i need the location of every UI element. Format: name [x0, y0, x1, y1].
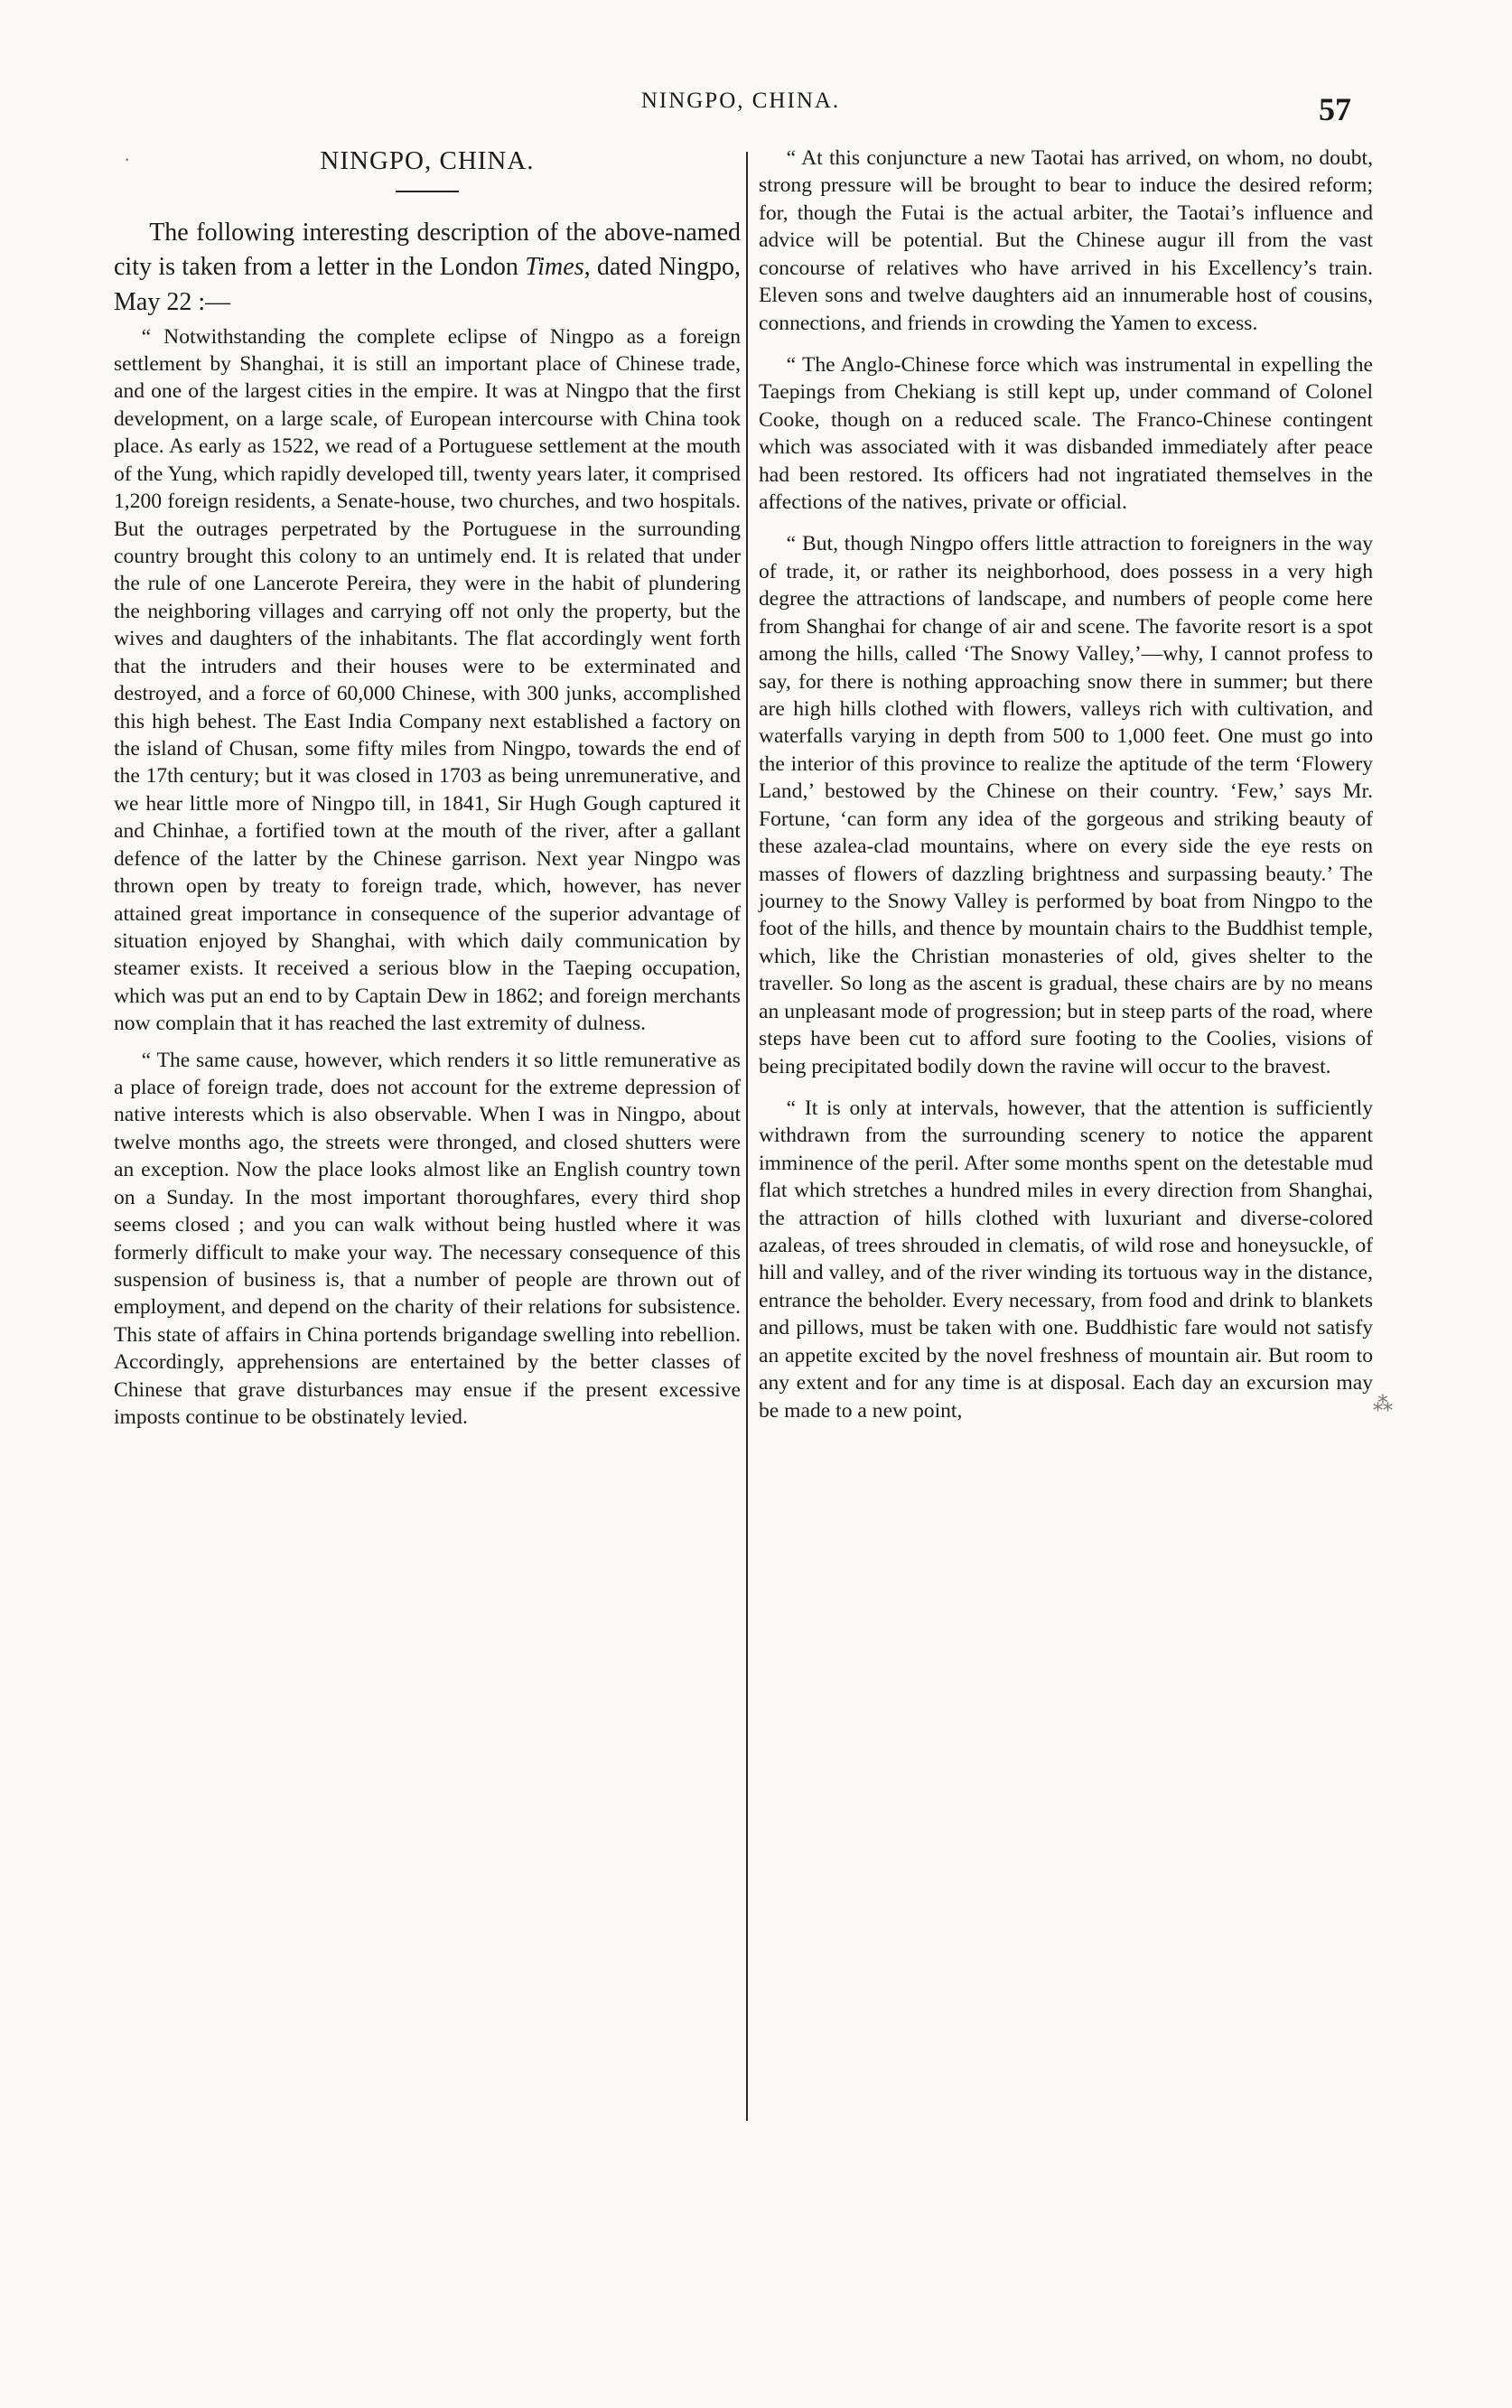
- margin-speck: ·: [124, 148, 131, 171]
- intro-italic-source: Times: [525, 253, 584, 282]
- paragraph: “ Notwithstanding the complete eclipse of Ningpo as a foreign settlement by Shanghai, it is still an important place of Chinese trade, and one of the largest cities in the empire. It was at Ningpo that the first development, on a large scale, of European intercourse with China took place. As early as 1522, we read of a Portuguese settlement at the mouth of the Yung, which rapidly developed till, twenty years later, it comprised 1,200 foreign residents, a Senate-house, two churches, and two hospitals. But the outrages perpetrated by the Portuguese in the surrounding country brought this colony to an untimely end. It is related that under the rule of one Lancerote Pereira, they were in the habit of plundering the neighboring villages and carrying off not only the property, but the wives and daughters of the inhabitants. The flat accordingly went forth that the intruders and their houses were to be exterminated and destroyed, and a force of 60,000 Chinese, with 300 junks, accomplished this high behest. The East India Company next established a factory on the island of Chusan, some fifty miles from Ningpo, towards the end of the 17th century; but it was closed in 1703 as being unremunerative, and we hear little more of Ningpo till, in 1841, Sir Hugh Gough captured it and Chinhae, a fortified town at the mouth of the river, after a gallant defence of the latter by the Chinese garrison. Next year Ningpo was thrown open by treaty to foreign trade, which, however, has never attained great importance in consequence of the superior advantage of situation enjoyed by Shanghai, with which daily communication by steamer exists. It received a serious blow in the Taeping occupation, which was put an end to by Captain Dew in 1862; and foreign merchants now complain that it has reached the last extremity of dulness.: [114, 324, 742, 1036]
- paragraph: “ But, though Ningpo offers little attraction to foreigners in the way of trade, it, or rather its neighborhood, does possess in a very high degree the attractions of landscape, and numbers of people come here from Shanghai for change of air and scene. The favorite resort is a spot among the hills, called ‘The Snowy Valley,’—why, I cannot profess to say, for there is nothing approaching snow there in summer; but there are high hills clothed with flowers, valleys rich with cultivation, and waterfalls varying in depth from 500 to 1,000 feet. One must go into the interior of this province to realize the aptitude of the term ‘Flowery Land,’ bestowed by the Chinese on their country. ‘Few,’ says Mr. Fortune, ‘can form any idea of the gorgeous and striking beauty of these azalea-clad mountains, where on every side the eye rests on masses of flowers of dazzling brightness and surpassing beauty.’ The journey to the Snowy Valley is performed by boat from Ningpo to the foot of the hills, and thence by mountain chairs to the Buddhist temple, which, like the Christian monasteries of old, gives shelter to the traveller. So long as the ascent is gradual, these chairs are by no means an unpleasant mode of progression; but in steep parts of the road, where steps have been cut to afford sure footing to the Coolies, visions of being precipitated bodily down the ravine will occur to the bravest.: [759, 532, 1373, 1078]
- running-title: NINGPO, CHINA.: [640, 89, 841, 113]
- intro-paragraph: [114, 216, 741, 319]
- paragraph: “ The same cause, however, which renders it so little remunerative as a place of foreign trade, does not account for the extreme depression of native interests which is also observable. When I was in Ningpo, about twelve months ago, the streets were thronged, and closed shutters were an exception. Now the place looks almost like an English country town on a Sunday. In the most important thoroughfares, every third shop seems closed ; and you can walk without being hustled where it was formerly difficult to make your way. The necessary consequence of this suspension of business is, that a number of people are thrown out of employment, and depend on the charity of their relations for subsistence. This state of affairs in China portends brigandage swelling into rebellion. Accordingly, apprehensions are entertained by the better classes of Chinese that grave disturbances may ensue if the present excessive imposts continue to be obstinately levied.: [114, 1048, 741, 1430]
- article-title: NINGPO, CHINA.: [320, 146, 535, 175]
- paragraph: “ It is only at intervals, however, that the attention is sufficiently withdrawn from the surrounding scenery to notice the apparent imminence of the peril. After some months spent on the detestable mud flat which stretches a hundred miles in every direction from Shanghai, the attraction of hills clothed with luxuriant and diverse-colored azaleas, of trees shrouded in clematis, of wild rose and honeysuckle, of hill and valley, and of the river winding its tortuous way in the distance, entrance the beholder. Every necessary, from food and drink to blankets and pillows, must be taken with one. Buddhistic fare would not satisfy an appetite excited by the novel freshness of mountain air. But room to any extent and for any time is at disposal. Each day an excursion may be made to a new point,: [759, 1096, 1373, 1423]
- title-rule: [396, 191, 459, 192]
- running-head: [0, 89, 1512, 125]
- paragraph: “ At this conjuncture a new Taotai has arrived, on whom, no doubt, strong pressure will be brought to bear to induce the desired reform; for, though the Futai is the actual arbiter, the Taotai’s influence and advice will be potential. But the Chinese augur ill from the vast concourse of relatives who have arrived in his Excellency’s train. Eleven sons and twelve daughters aid an innumerable host of cousins, connections, and friends in crowding the Yamen to excess.: [759, 146, 1373, 335]
- right-column: [759, 145, 1373, 1439]
- left-column: [114, 145, 741, 1441]
- column-divider: [746, 152, 748, 2121]
- paragraph: “ The Anglo-Chinese force which was instrumental in expelling the Taepings from Chekiang is still kept up, under command of Colonel Cooke, though on a reduced scale. The Franco-Chinese contingent which was associated with it was disbanded immediately after peace had been restored. Its officers had not ingratiated themselves in the affections of the natives, private or official.: [759, 352, 1373, 515]
- intro-text-end: , dated Ningpo, May 22 :—: [114, 253, 741, 316]
- margin-speck: ⁂: [1373, 1393, 1393, 1415]
- page-number: 57: [1319, 91, 1351, 127]
- intro-text-start: The following interesting description of the above-named city is taken from a letter in the London: [114, 219, 741, 282]
